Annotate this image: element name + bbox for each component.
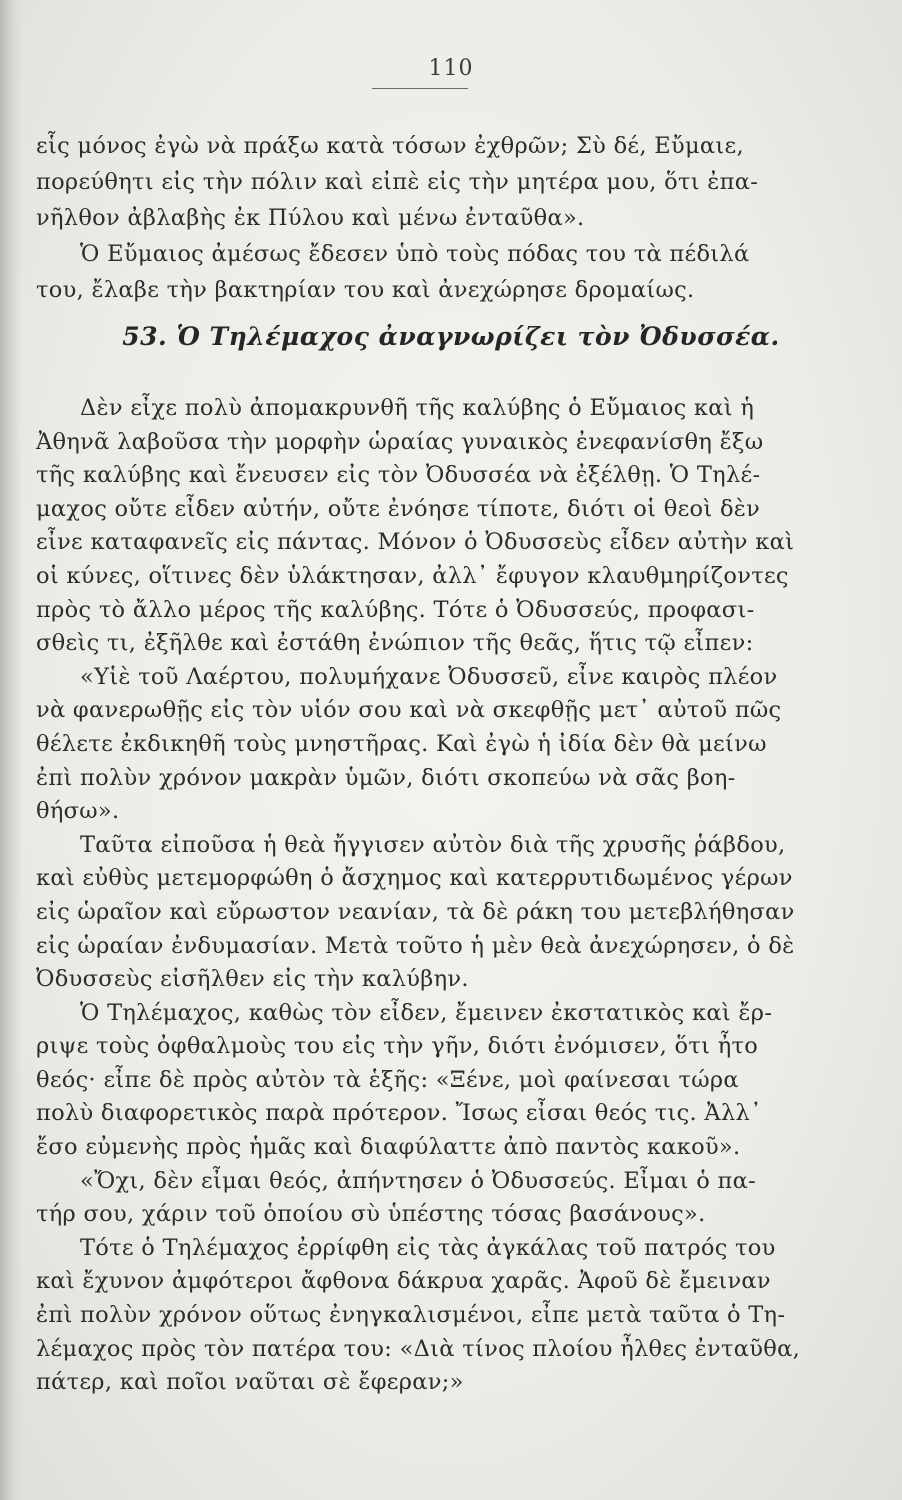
text-line: πάτερ, καὶ ποῖοι ναῦται σὲ ἔφεραν;» xyxy=(36,1369,464,1396)
text-line: Ὀδυσσεὺς εἰσῆλθεν εἰς τὴν καλύβην. xyxy=(36,966,469,993)
text-line: θέλετε ἐκδικηθῆ τοὺς μνηστῆρας. Καὶ ἐγὼ ἡ ἰδία δὲν θὰ μείνω xyxy=(36,730,767,757)
text-line: ἔσο εὐμενὴς πρὸς ἡμᾶς καὶ διαφύλαττε ἀπὸ παντὸς κακοῦ». xyxy=(36,1134,741,1161)
text-line: τήρ σου, χάριν τοῦ ὁποίου σὺ ὑπέστης τόσας βασάνους». xyxy=(36,1201,706,1228)
text-line: μαχος οὔτε εἶδεν αὐτήν, οὔτε ἐνόησε τίποτε, διότι οἱ θεοὶ δὲν xyxy=(36,495,761,522)
page-gutter-shadow xyxy=(0,0,22,1500)
text-line: νῆλθον ἀβλαβὴς ἐκ Πύλου καὶ μένω ἐνταῦθα». xyxy=(36,205,585,231)
text-line: ριψε τοὺς ὀφθαλμοὺς του εἰς τὴν γῆν, διότι ἐνόμισεν, ὅτι ἦτο xyxy=(36,1033,759,1060)
text-line: «Ὄχι, δὲν εἶμαι θεός, ἀπήντησεν ὁ Ὀδυσσεύς. Εἶμαι ὁ πα- xyxy=(80,1167,757,1194)
text-line: πορεύθητι εἰς τὴν πόλιν καὶ εἰπὲ εἰς τὴν μητέρα μου, ὅτι ἐπα- xyxy=(36,169,759,195)
text-line: λέμαχος πρὸς τὸν πατέρα του: «Διὰ τίνος πλοίου ἦλθες ἐνταῦθα, xyxy=(36,1335,801,1362)
text-line: θεός· εἶπε δὲ πρὸς αὐτὸν τὰ ἑξῆς: «Ξένε, μοὶ φαίνεσαι τώρα xyxy=(36,1066,739,1093)
text-line: του, ἔλαβε τὴν βακτηρίαν του καὶ ἀνεχώρησε δρομαίως. xyxy=(36,277,695,303)
text-line: εἷς μόνος ἐγὼ νὰ πράξω κατὰ τόσων ἐχθρῶν; Σὺ δέ, Εὔμαιε, xyxy=(36,133,744,159)
text-line: Τότε ὁ Τηλέμαχος ἐρρίφθη εἰς τὰς ἀγκάλας τοῦ πατρός του xyxy=(80,1234,776,1261)
text-line: ἐπὶ πολὺν χρόνον οὕτως ἐνηγκαλισμένοι, εἶπε μετὰ ταῦτα ὁ Τη- xyxy=(36,1302,786,1329)
text-line: εἶνε καταφανεῖς εἰς πάντας. Μόνον ὁ Ὀδυσσεὺς εἶδεν αὐτὴν καὶ xyxy=(36,529,795,556)
text-line: καὶ ἔχυνον ἀμφότεροι ἄφθονα δάκρυα χαρᾶς. Ἀφοῦ δὲ ἔμειναν xyxy=(36,1268,771,1295)
text-line: «Υἱὲ τοῦ Λαέρτου, πολυμήχανε Ὀδυσσεῦ, εἶνε καιρὸς πλέον xyxy=(80,663,778,690)
text-line: Ἀθηνᾶ λαβοῦσα τὴν μορφὴν ὡραίας γυναικὸς ἐνεφανίσθη ἔξω xyxy=(36,428,764,455)
text-line: θήσω». xyxy=(36,798,120,825)
text-line: οἱ κύνες, οἵτινες δὲν ὑλάκτησαν, ἀλλ᾽ ἔφυγον κλαυθμηρίζοντες xyxy=(36,562,789,589)
section-body xyxy=(36,392,836,1400)
intro-paragraphs xyxy=(36,128,836,308)
text-line: νὰ φανερωθῇς εἰς τὸν υἱόν σου καὶ νὰ σκεφθῇς μετ᾽ αὐτοῦ πῶς xyxy=(36,697,782,724)
text-line: σθεὶς τι, ἐξῆλθε καὶ ἐστάθη ἐνώπιον τῆς θεᾶς, ἥτις τῷ εἶπεν: xyxy=(36,630,754,657)
text-line: ἐπὶ πολὺν χρόνον μακρὰν ὑμῶν, διότι σκοπεύω νὰ σᾶς βοη- xyxy=(36,764,736,791)
page-number-rule xyxy=(372,88,468,89)
text-line: εἰς ὡραῖον καὶ εὔρωστον νεανίαν, τὰ δὲ ράκη του μετεβλήθησαν xyxy=(36,898,795,925)
text-line: Ὁ Τηλέμαχος, καθὼς τὸν εἶδεν, ἔμεινεν ἐκστατικὸς καὶ ἔρ- xyxy=(80,999,773,1026)
page-number: 110 xyxy=(428,56,474,81)
section-heading: 53. Ὁ Τηλέμαχος ἀναγνωρίζει τὸν Ὀδυσσέα. xyxy=(122,322,780,351)
text-line: πολὺ διαφορετικὸς παρὰ πρότερον. Ἴσως εἶσαι θεός τις. Ἀλλ᾽ xyxy=(36,1100,762,1127)
text-line: Ταῦτα εἰποῦσα ἡ θεὰ ἤγγισεν αὐτὸν διὰ τῆς χρυσῆς ῥάβδου, xyxy=(80,831,786,858)
text-line: εἰς ὡραίαν ἐνδυμασίαν. Μετὰ τοῦτο ἡ μὲν θεὰ ἀνεχώρησεν, ὁ δὲ xyxy=(36,932,795,959)
text-line: πρὸς τὸ ἄλλο μέρος τῆς καλύβης. Τότε ὁ Ὀδυσσεύς, προφασι- xyxy=(36,596,755,623)
text-line: καὶ εὐθὺς μετεμορφώθη ὁ ἄσχημος καὶ κατερρυτιδωμένος γέρων xyxy=(36,865,793,892)
text-line: Ὁ Εὔμαιος ἀμέσως ἔδεσεν ὑπὸ τοὺς πόδας του τὰ πέδιλά xyxy=(80,241,750,267)
text-line: Δὲν εἶχε πολὺ ἀπομακρυνθῆ τῆς καλύβης ὁ Εὔμαιος καὶ ἡ xyxy=(80,395,755,421)
text-line: τῆς καλύβης καὶ ἔνευσεν εἰς τὸν Ὀδυσσέα νὰ ἐξέλθῃ. Ὁ Τηλέ- xyxy=(36,462,761,489)
